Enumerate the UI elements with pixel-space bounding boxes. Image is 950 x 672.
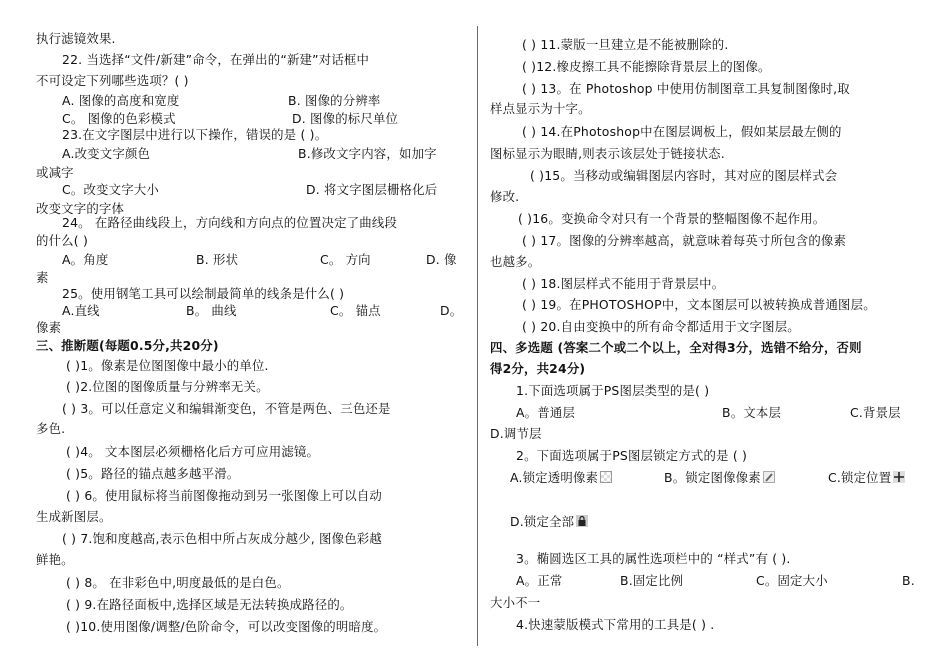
option-c: C。 图像的色彩模式 bbox=[62, 111, 176, 126]
judge-item: ( ) 6。使用鼠标将当前图像拖动到另一张图像上可以自动 bbox=[66, 488, 383, 503]
option-b bbox=[664, 469, 775, 487]
judge-item: ( ) 17。图像的分辨率越高，就意味着每英寸所包含的像素 bbox=[522, 233, 847, 248]
text-line: 图标显示为眼睛,则表示该层处于链接状态. bbox=[490, 146, 725, 161]
option-b-label: B。锁定图像像素 bbox=[664, 470, 761, 485]
option-d-label: D.锁定全部 bbox=[510, 514, 575, 529]
option-d: D.调节层 bbox=[490, 426, 542, 441]
option-c: C。改变文字大小 bbox=[62, 182, 159, 197]
option-d: D. 将文字图层栅格化后 bbox=[306, 182, 438, 197]
option-c-label: C.锁定位置 bbox=[828, 470, 892, 485]
judge-item: ( ) 20.自由变换中的所有命令都适用于文字图层。 bbox=[522, 319, 800, 334]
judge-item: ( ) 3。可以任意定义和编辑渐变色，不管是两色、三色还是 bbox=[62, 401, 391, 416]
option-d: B. bbox=[902, 573, 915, 588]
judge-item: ( ) 13。在 Photoshop 中使用仿制图章工具复制图像时,取 bbox=[522, 81, 850, 96]
multi-question-3: 3。椭圆选区工具的属性选项栏中的 “样式”有 ( ). bbox=[516, 551, 791, 566]
section-heading-3: 三、推断题(每题0.5分,共20分) bbox=[36, 338, 219, 353]
option-a: A.改变文字颜色 bbox=[62, 146, 151, 161]
section-heading-4: 四、多选题 (答案二个或二个以上，全对得3分，选错不给分，否则 bbox=[490, 340, 862, 355]
judge-item: ( )4。 文本图层必须栅格化后方可应用滤镜。 bbox=[66, 444, 320, 459]
text-line: 样点显示为十字。 bbox=[490, 101, 591, 116]
text-line: 或减字 bbox=[36, 165, 74, 180]
option-c: C。固定大小 bbox=[756, 573, 828, 588]
judge-item: ( )12.橡皮擦工具不能擦除背景层上的图像。 bbox=[522, 59, 771, 74]
text-line: 素 bbox=[36, 270, 49, 285]
text-line: 鲜艳。 bbox=[36, 552, 74, 567]
judge-item: ( )5。路径的锚点越多越平滑。 bbox=[66, 466, 240, 481]
judge-item: ( ) 19。在PHOTOSHOP中，文本图层可以被转换成普通图层。 bbox=[522, 297, 876, 312]
judge-item: ( ) 9.在路径面板中,选择区域是无法转换成路径的。 bbox=[66, 597, 353, 612]
multi-question-2: 2。下面选项属于PS图层锁定方式的是 ( ) bbox=[516, 448, 748, 463]
option-b: B。 曲线 bbox=[186, 303, 237, 318]
option-a: A.直线 bbox=[62, 303, 100, 318]
move-arrows-icon bbox=[893, 470, 905, 482]
question-25: 25。使用钢笔工具可以绘制最简单的线条是什么( ) bbox=[62, 286, 345, 301]
multi-question-1: 1.下面选项属于PS图层类型的是( ) bbox=[516, 383, 710, 398]
text-line: 执行滤镜效果. bbox=[36, 31, 116, 46]
judge-item: ( )15。当移动或编辑图层内容时，其对应的图层样式会 bbox=[530, 168, 838, 183]
text-line: 也越多。 bbox=[490, 254, 541, 269]
option-b: B。文本层 bbox=[722, 405, 782, 420]
question-23: 23.在文字图层中进行以下操作，错误的是 ( )。 bbox=[62, 127, 328, 142]
option-c bbox=[828, 469, 905, 487]
text-line: 多色. bbox=[36, 421, 66, 436]
text-line: 生成新图层。 bbox=[36, 509, 112, 524]
option-b: B.修改文字内容，如加字 bbox=[298, 146, 437, 161]
option-b: B. 形状 bbox=[196, 252, 239, 267]
column-divider bbox=[477, 26, 478, 646]
option-b: B. 图像的分辨率 bbox=[288, 93, 381, 108]
option-c: C.背景层 bbox=[850, 405, 901, 420]
option-d bbox=[510, 513, 588, 531]
judge-item: ( )10.使用图像/调整/色阶命令，可以改变图像的明暗度。 bbox=[66, 619, 387, 634]
option-a bbox=[510, 469, 612, 487]
judge-item: ( ) 14.在Photoshop中在图层调板上，假如某层最左侧的 bbox=[522, 124, 842, 139]
option-a-label: A.锁定透明像素 bbox=[510, 470, 599, 485]
question-22: 22. 当选择“文件/新建”命令，在弹出的“新建”对话框中 bbox=[62, 52, 370, 67]
question-24: 24。 在路径曲线段上，方向线和方向点的位置决定了曲线段 bbox=[62, 215, 398, 230]
judge-item: ( ) 8。 在非彩色中,明度最低的是白色。 bbox=[66, 575, 290, 590]
text-line: 大小不一 bbox=[490, 595, 541, 610]
text-line: 不可设定下列哪些选项？( ) bbox=[36, 73, 189, 88]
judge-item: ( ) 7.饱和度越高,表示色相中所占灰成分越少, 图像色彩越 bbox=[62, 531, 382, 546]
text-line: 像素 bbox=[36, 320, 62, 335]
judge-item: ( )16。变换命令对只有一个背景的整幅图像不起作用。 bbox=[518, 211, 826, 226]
text-line: 改变文字的字体 bbox=[36, 201, 125, 216]
option-d: D. 像 bbox=[426, 252, 457, 267]
checkerboard-icon bbox=[600, 471, 612, 483]
multi-question-4: 4.快速蒙版模式下常用的工具是( ) . bbox=[516, 617, 715, 632]
option-a: A。正常 bbox=[516, 573, 563, 588]
judge-item: ( )2.位图的图像质量与分辨率无关。 bbox=[66, 379, 269, 394]
option-a: A。角度 bbox=[62, 252, 109, 267]
padlock-icon bbox=[576, 514, 588, 526]
judge-item: ( ) 18.图层样式不能用于背景层中。 bbox=[522, 276, 725, 291]
option-a: A. 图像的高度和宽度 bbox=[62, 93, 180, 108]
text-line: 得2分，共24分) bbox=[490, 361, 586, 376]
option-c: C。 方向 bbox=[320, 252, 371, 267]
text-line: 的什么( ) bbox=[36, 233, 88, 248]
option-b: B.固定比例 bbox=[620, 573, 684, 588]
option-c: C。 锚点 bbox=[330, 303, 381, 318]
text-line: 修改. bbox=[490, 189, 520, 204]
option-a: A。普通层 bbox=[516, 405, 576, 420]
brush-icon bbox=[763, 470, 775, 482]
option-d: D. 图像的标尺单位 bbox=[292, 111, 399, 126]
judge-item: ( )1。像素是位图图像中最小的单位. bbox=[66, 358, 269, 373]
judge-item: ( ) 11.蒙版一旦建立是不能被删除的. bbox=[522, 37, 729, 52]
option-d: D。 bbox=[440, 303, 463, 318]
